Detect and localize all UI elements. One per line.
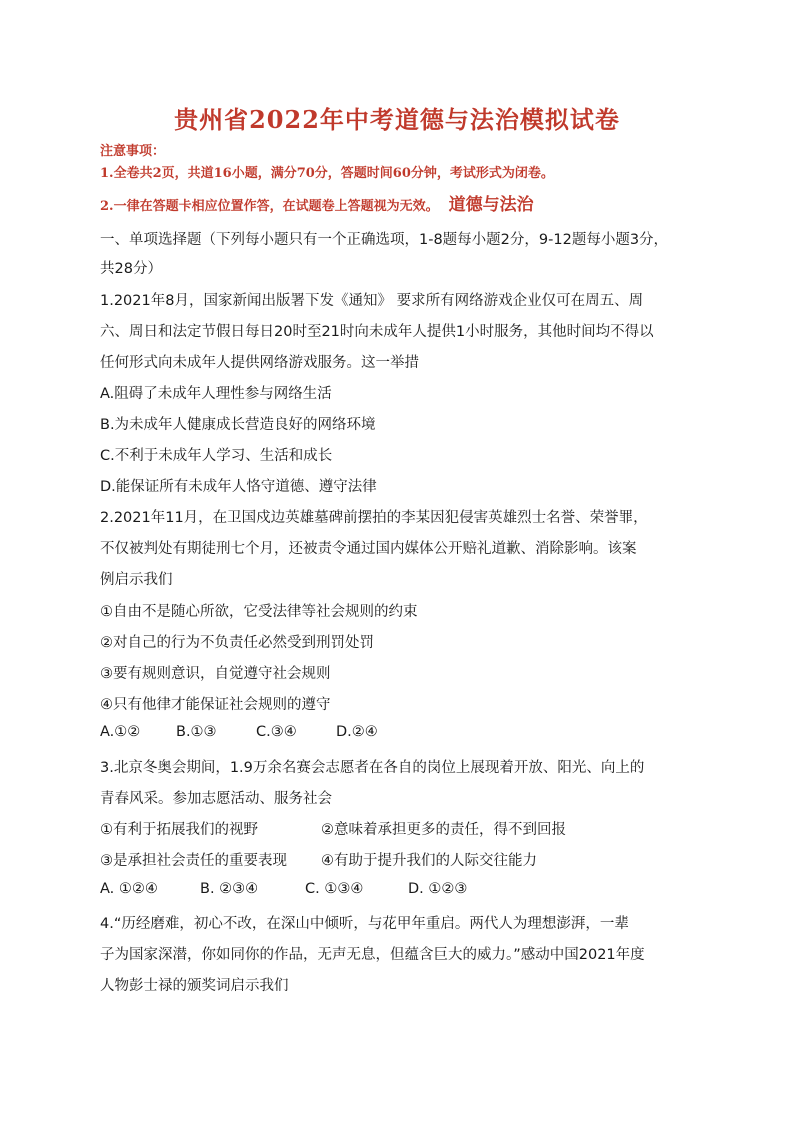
q1-option-b: B.为未成年人健康成长营造良好的网络环境 [100, 417, 376, 433]
section-instruction-line-1: 一、单项选择题（下列每小题只有一个正确选项，1-8题每小题2分，9-12题每小题3分， [100, 232, 669, 248]
q2-options [100, 724, 378, 740]
subject-label: 道德与法治 [448, 195, 534, 215]
q1-option-a: A.阻碍了未成年人理性参与网络生活 [100, 386, 332, 402]
q2-option-c: C.③④ [256, 724, 297, 740]
q2-option-b: B.①③ [176, 724, 217, 740]
page-title: 贵州省2022年中考道德与法治模拟试卷 [174, 105, 620, 134]
q3-stem-line-1: 3.北京冬奥会期间，1.9万余名赛会志愿者在各自的岗位上展现着开放、阳光、向上的 [100, 760, 645, 776]
q3-statement-2: ②意味着承担更多的责任，得不到回报 [321, 822, 566, 838]
q2-option-a: A.①② [100, 724, 141, 740]
q1-stem-line-3: 任何形式向未成年人提供网络游戏服务。这一举措 [100, 355, 419, 371]
q3-statement-4: ④有助于提升我们的人际交往能力 [321, 853, 537, 869]
q3-statement-3: ③是承担社会责任的重要表现 [100, 853, 287, 869]
notice-item-1: 1.全卷共2页，共道16小题，满分70分，答题时间60分钟，考试形式为闭卷。 [100, 166, 554, 181]
q2-statement-3: ③要有规则意识，自觉遵守社会规则 [100, 666, 331, 682]
q1-option-c: C.不利于未成年人学习、生活和成长 [100, 448, 333, 464]
q4-stem-line-3: 人物彭士禄的颁奖词启示我们 [100, 978, 289, 994]
q3-statement-1: ①有利于拓展我们的视野 [100, 822, 258, 838]
q2-stem-line-3: 例启示我们 [100, 572, 173, 588]
q3-statements-row-1 [100, 818, 566, 839]
q2-statement-2: ②对自己的行为不负责任必然受到刑罚处罚 [100, 635, 374, 651]
q3-options [100, 881, 467, 897]
q3-stem-line-2: 青春风采。参加志愿活动、服务社会 [100, 791, 332, 807]
q1-stem-line-2: 六、周日和法定节假日每日20时至21时向未成年人提供1小时服务，其他时间均不得以 [100, 324, 654, 340]
q4-stem-line-2: 子为国家深潜，你如同你的作品，无声无息，但蕴含巨大的威力。”感动中国2021年度 [100, 947, 645, 963]
q3-option-d: D. ①②③ [408, 881, 468, 897]
notice-item-2-text: 2.一律在答题卡相应位置作答，在试题卷上答题视为无效。 [100, 199, 439, 214]
q3-option-c: C. ①③④ [305, 881, 364, 897]
q2-option-d: D.②④ [336, 724, 378, 740]
q3-option-b: B. ②③④ [200, 881, 259, 897]
notice-item-2 [100, 190, 534, 215]
q2-statement-1: ①自由不是随心所欲，它受法律等社会规则的约束 [100, 604, 418, 620]
q3-option-a: A. ①②④ [100, 881, 158, 897]
notice-heading: 注意事项： [100, 144, 166, 159]
q4-stem-line-1: 4.“历经磨难，初心不改，在深山中倾听，与花甲年重启。两代人为理想澎湃，一辈 [100, 916, 629, 932]
q2-stem-line-2: 不仅被判处有期徒刑七个月，还被责令通过国内媒体公开赔礼道歉、消除影响。该案 [100, 541, 637, 557]
q2-statement-4: ④只有他律才能保证社会规则的遵守 [100, 697, 331, 713]
section-instruction-line-2: 共28分） [100, 261, 162, 277]
q3-statements-row-2 [100, 849, 537, 870]
q1-option-d: D.能保证所有未成年人恪守道德、遵守法律 [100, 479, 377, 495]
q1-stem-line-1: 1.2021年8月，国家新闻出版署下发《通知》 要求所有网络游戏企业仅可在周五、周 [100, 293, 644, 309]
q2-stem-line-1: 2.2021年11月，在卫国戍边英雄墓碑前摆拍的李某因犯侵害英雄烈士名誉、荣誉罪， [100, 510, 648, 526]
